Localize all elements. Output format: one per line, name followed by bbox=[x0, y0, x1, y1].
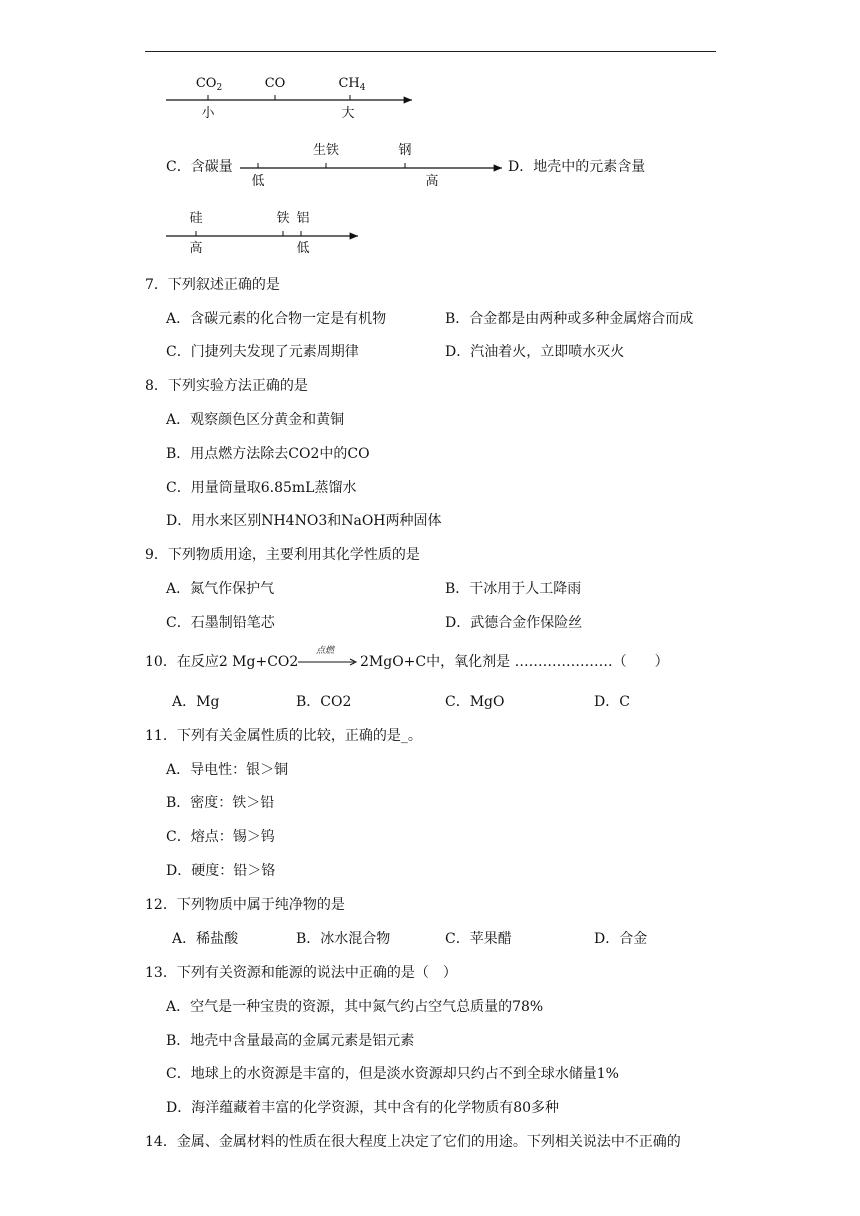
scale-b-label-co: CO bbox=[264, 76, 286, 91]
option-d-top-label: 铝 bbox=[296, 211, 310, 226]
option-d-label: D．地壳中的元素含量 bbox=[508, 159, 646, 175]
option-a: A．观察颜色区分黄金和黄铜 bbox=[166, 412, 345, 428]
option-d-bottom-label: 高 bbox=[189, 241, 203, 256]
option-c: C．地球上的水资源是丰富的，但是淡水资源却只约占不到全球水储量1% bbox=[166, 1066, 619, 1082]
reaction-arrow-icon bbox=[298, 656, 358, 666]
option-d-top-label: 硅 bbox=[189, 211, 203, 226]
option-a: A．导电性：银＞铜 bbox=[166, 762, 289, 778]
option-b: B．地壳中含量最高的金属元素是铝元素 bbox=[166, 1033, 415, 1049]
scale-b-label-ch4: $CH_4$ bbox=[338, 76, 366, 93]
option-b: B．冰水混合物 bbox=[296, 931, 391, 947]
scale-b-label-co2: $CO_2$ bbox=[195, 76, 223, 93]
option-c: C．石墨制铅笔芯 bbox=[166, 615, 275, 631]
question-stem: 8．下列实验方法正确的是 bbox=[145, 378, 308, 394]
scale-b-label-large: 大 bbox=[341, 106, 355, 121]
option-d: D．海洋蕴藏着丰富的化学资源，其中含有的化学物质有80多种 bbox=[166, 1100, 560, 1116]
option-d: D．C bbox=[594, 694, 630, 710]
scale-b-label-small: 小 bbox=[201, 106, 215, 121]
option-d-top-label: 铁 bbox=[276, 211, 290, 226]
option-a: A．Mg bbox=[172, 694, 220, 710]
option-b: B．用点燃方法除去CO2中的CO bbox=[166, 446, 370, 462]
option-c-top-label: 生铁 bbox=[312, 143, 340, 158]
question-stem: 13．下列有关资源和能源的说法中正确的是（ ） bbox=[145, 965, 457, 981]
option-b: B．合金都是由两种或多种金属熔合而成 bbox=[445, 311, 694, 327]
option-a: A．含碳元素的化合物一定是有机物 bbox=[166, 311, 387, 327]
question-stem: 9．下列物质用途，主要利用其化学性质的是 bbox=[145, 547, 420, 563]
option-c-label: C．含碳量 bbox=[166, 159, 233, 175]
option-a: A．稀盐酸 bbox=[172, 931, 239, 947]
option-c: C．苹果醋 bbox=[445, 931, 512, 947]
option-d: D．用水来区别NH4NO3和NaOH两种固体 bbox=[166, 513, 442, 529]
option-c-bottom-label: 高 bbox=[425, 174, 439, 189]
question-stem: 7．下列叙述正确的是 bbox=[145, 277, 280, 293]
option-a: A．空气是一种宝贵的资源，其中氮气约占空气总质量的78% bbox=[166, 999, 544, 1015]
option-c: C．MgO bbox=[445, 694, 505, 710]
option-c: C．用量筒量取6.85mL蒸馏水 bbox=[166, 480, 357, 496]
option-c: C．熔点：锡＞钨 bbox=[166, 829, 275, 845]
number-line-diagrams bbox=[0, 0, 860, 260]
option-b: B．CO2 bbox=[296, 694, 352, 710]
option-c: C．门捷列夫发现了元素周期律 bbox=[166, 344, 359, 360]
question-stem: 12．下列物质中属于纯净物的是 bbox=[145, 897, 345, 913]
option-d: D．硬度：铅＞铬 bbox=[166, 863, 276, 879]
option-d-bottom-label: 低 bbox=[296, 241, 310, 256]
option-d: D．汽油着火，立即喷水灭火 bbox=[445, 344, 625, 360]
question-stem: 11．下列有关金属性质的比较，正确的是_。 bbox=[145, 728, 422, 744]
question-stem: 14．金属、金属材料的性质在很大程度上决定了它们的用途。下列相关说法中不正确的 bbox=[145, 1134, 681, 1150]
option-c-top-label: 钢 bbox=[398, 143, 412, 158]
option-a: A．氮气作保护气 bbox=[166, 581, 275, 597]
reaction-condition: 点燃 bbox=[315, 646, 334, 656]
option-c-bottom-label: 低 bbox=[251, 174, 265, 189]
question-stem-suffix: 2MgO+C中，氧化剂是 …………………（ ） bbox=[360, 654, 669, 670]
option-b: B．密度：铁＞铅 bbox=[166, 795, 275, 811]
option-d: D．合金 bbox=[594, 931, 648, 947]
question-stem-prefix: 10．在反应2 Mg+CO2 bbox=[145, 654, 299, 670]
option-b: B．干冰用于人工降雨 bbox=[445, 581, 582, 597]
option-d: D．武德合金作保险丝 bbox=[445, 615, 583, 631]
